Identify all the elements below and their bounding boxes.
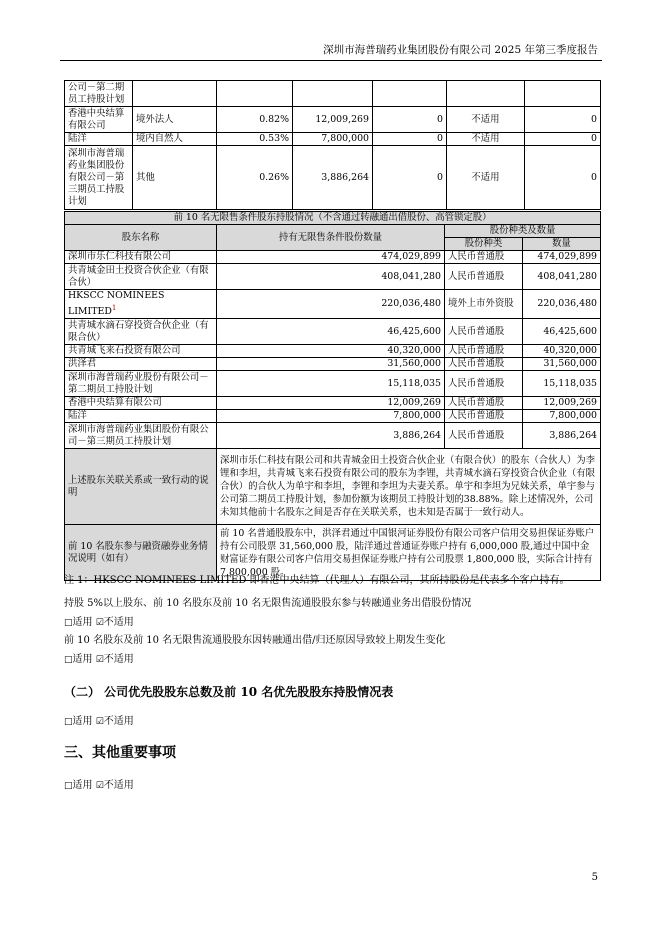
share-kind-count: 40,320,000: [523, 345, 601, 358]
table-row: [65, 319, 601, 345]
unrestricted-qty: 12,009,269: [217, 397, 445, 410]
section-heading-preferred-shares: （二） 公司优先股股东总数及前 10 名优先股股东持股情况表: [64, 685, 394, 699]
checkbox-empty-icon: □: [64, 717, 73, 727]
share-kind-count: 15,118,035: [523, 371, 601, 397]
holding-ratio: 0.26%: [217, 146, 293, 210]
table-row: [65, 358, 601, 371]
shareholder-name: 深圳市海普瑞药业股份有限公司－第二期员工持股计划: [65, 371, 217, 397]
share-kind-count: 3,886,264: [523, 423, 601, 449]
share-kind: 人民币普通股: [445, 251, 523, 264]
shareholder-name: 深圳市海普瑞药业集团股份有限公司－第三期员工持股计划: [65, 423, 217, 449]
table-row: [65, 146, 601, 210]
footnote-marker: 1: [111, 304, 117, 312]
unrestricted-qty: 3,886,264: [217, 423, 445, 449]
share-kind-count: 408,041,280: [523, 264, 601, 290]
shareholder-name: 共青城金田土投资合伙企业（有限合伙）: [65, 264, 217, 290]
shareholder-name: 陆洋: [65, 133, 133, 146]
shareholder-name: 公司－第二期员工持股计划: [65, 81, 133, 107]
shareholder-type: 其他: [133, 146, 217, 210]
page-number: 5: [591, 872, 598, 883]
not-applicable-label: 不适用: [103, 654, 134, 665]
table-row: [65, 290, 601, 319]
unrestricted-qty: 474,029,899: [217, 251, 445, 264]
col-count-header: 数量: [523, 238, 601, 251]
col-kind-header: 股份种类: [445, 238, 523, 251]
unrestricted-qty: 408,041,280: [217, 264, 445, 290]
checkbox-checked-icon: ☑: [95, 618, 104, 628]
holding-ratio: 0.82%: [217, 107, 293, 133]
applicability-line: [64, 650, 134, 665]
unrestricted-shareholder-table: [64, 211, 601, 581]
table-row: [65, 345, 601, 358]
share-count: 3,886,264: [293, 146, 373, 210]
section-title-row: [65, 212, 601, 225]
share-kind-count: 7,800,000: [523, 410, 601, 423]
margin-label: 前 10 名股东参与融资融券业务情况说明（如有）: [65, 525, 217, 581]
not-applicable-label: 不适用: [103, 716, 134, 727]
share-kind: 人民币普通股: [445, 371, 523, 397]
relation-text: 深圳市乐仁科技有限公司和共青城金田土投资合伙企业（有限合伙）的股东（合伙人）为李锂和李坦，共青城飞来石投资有限公司的股东为李锂，共青城水滴石穿投资合伙企业（有限合伙）的合伙人为单宇和李坦，李锂和李坦为夫妻关系。单宇和李坦为兄妹关系，单宇参与公司第二期员工持股计划，参加份额为该期员工持股计划的38.88%。除上述情况外，公司未知其他前十名股东之间是否存在关联关系，也未知是否属于一致行动人。: [217, 449, 601, 525]
checkbox-checked-icon: ☑: [95, 781, 104, 791]
shareholder-type: 境外法人: [133, 107, 217, 133]
checkbox-empty-icon: □: [64, 655, 73, 665]
share-kind: 人民币普通股: [445, 345, 523, 358]
share-count: 12,009,269: [293, 107, 373, 133]
checkbox-checked-icon: ☑: [95, 717, 104, 727]
unrestricted-qty: 220,036,480: [217, 290, 445, 319]
restricted-shares: 0: [373, 146, 447, 210]
share-kind-count: 12,009,269: [523, 397, 601, 410]
col-name-header: 股东名称: [65, 225, 217, 251]
table-row: [65, 410, 601, 423]
share-count: 7,800,000: [293, 133, 373, 146]
shareholder-name: 共青城水滴石穿投资合伙企业（有限合伙）: [65, 319, 217, 345]
applicable-label: 适用: [72, 617, 93, 628]
applicable-label: 适用: [72, 716, 93, 727]
shareholder-name: 陆洋: [65, 410, 217, 423]
shareholder-name: 洪泽君: [65, 358, 217, 371]
pledge-status: 不适用: [447, 133, 525, 146]
checkbox-checked-icon: ☑: [95, 655, 104, 665]
shareholder-name: 深圳市乐仁科技有限公司: [65, 251, 217, 264]
checkbox-empty-icon: □: [64, 618, 73, 628]
shareholder-table-continued: [64, 80, 601, 210]
pledge-count: 0: [525, 146, 601, 210]
header-row: [65, 225, 601, 238]
table-row: [65, 264, 601, 290]
table-row: [65, 107, 601, 133]
table-row: [65, 423, 601, 449]
share-kind-count: 31,560,000: [523, 358, 601, 371]
share-kind: 人民币普通股: [445, 358, 523, 371]
share-kind: 人民币普通股: [445, 319, 523, 345]
applicability-line: [64, 613, 134, 628]
shareholder-name: 香港中央结算有限公司: [65, 107, 133, 133]
shareholder-name: 深圳市海普瑞药业集团股份有限公司－第三期员工持股计划: [65, 146, 133, 210]
table-row: [65, 133, 601, 146]
unrestricted-qty: 40,320,000: [217, 345, 445, 358]
margin-text: 前 10 名普通股股东中，洪泽君通过中国银河证券股份有限公司客户信用交易担保证券账户持有公司股票 31,560,000 股，陆洋通过普通证券账户持有 6,000,000 股,通过中国中金财富证券有限公司客户信用交易担保证券账户持有公司股票 1,800,000 股，实际合计持有 7,800,000 股。: [217, 525, 601, 581]
share-kind: 人民币普通股: [445, 264, 523, 290]
share-kind: 人民币普通股: [445, 423, 523, 449]
checkbox-empty-icon: □: [64, 781, 73, 791]
share-kind-count: 220,036,480: [523, 290, 601, 319]
restricted-shares: 0: [373, 133, 447, 146]
unrestricted-qty: 7,800,000: [217, 410, 445, 423]
applicable-label: 适用: [72, 780, 93, 791]
pledge-count: 0: [525, 107, 601, 133]
pledge-count: 0: [525, 133, 601, 146]
shareholder-name: 共青城飞来石投资有限公司: [65, 345, 217, 358]
holding-ratio: 0.53%: [217, 133, 293, 146]
header-divider: [60, 60, 602, 61]
not-applicable-label: 不适用: [103, 617, 134, 628]
relation-label: 上述股东关联关系或一致行动的说明: [65, 449, 217, 525]
pledge-status: 不适用: [447, 146, 525, 210]
table-row: [65, 251, 601, 264]
unrestricted-qty: 46,425,600: [217, 319, 445, 345]
section-title: 前 10 名无限售条件股东持股情况（不含通过转融通出借股份、高管锁定股）: [65, 212, 601, 225]
unrestricted-qty: 15,118,035: [217, 371, 445, 397]
table-row: [65, 371, 601, 397]
share-kind-count: 474,029,899: [523, 251, 601, 264]
pledge-status: 不适用: [447, 107, 525, 133]
share-kind: 境外上市外资股: [445, 290, 523, 319]
applicable-label: 适用: [72, 654, 93, 665]
table-row: [65, 81, 601, 107]
unrestricted-qty: 31,560,000: [217, 358, 445, 371]
share-kind-count: 46,425,600: [523, 319, 601, 345]
page-header: 深圳市海普瑞药业集团股份有限公司 2025 年第三季度报告: [323, 44, 598, 56]
share-kind: 人民币普通股: [445, 410, 523, 423]
relation-row: [65, 449, 601, 525]
footnote: 注 1：HKSCC NOMINEES LIMITED 即香港中央结算（代理人）有限公司，其所持股份是代表多个客户持有。: [64, 575, 570, 586]
shareholder-type: 境内自然人: [133, 133, 217, 146]
change-paragraph: 前 10 名股东及前 10 名无限售流通股股东因转融通出借/归还原因导致较上期发生变化: [64, 635, 446, 646]
col-kind-group-header: 股份种类及数量: [445, 225, 601, 238]
section-heading-other-matters: 三、其他重要事项: [64, 745, 176, 761]
share-kind: 人民币普通股: [445, 397, 523, 410]
shareholder-name: HKSCC NOMINEES LIMITED$^1$: [65, 290, 217, 319]
applicability-line: [64, 776, 134, 791]
applicability-line: [64, 712, 134, 727]
col-qty-header: 持有无限售条件股份数量: [217, 225, 445, 251]
table-row: [65, 397, 601, 410]
not-applicable-label: 不适用: [103, 780, 134, 791]
lending-paragraph: 持股 5%以上股东、前 10 名股东及前 10 名无限售流通股股东参与转融通业务出借股份情况: [64, 598, 472, 609]
shareholder-name: 香港中央结算有限公司: [65, 397, 217, 410]
restricted-shares: 0: [373, 107, 447, 133]
